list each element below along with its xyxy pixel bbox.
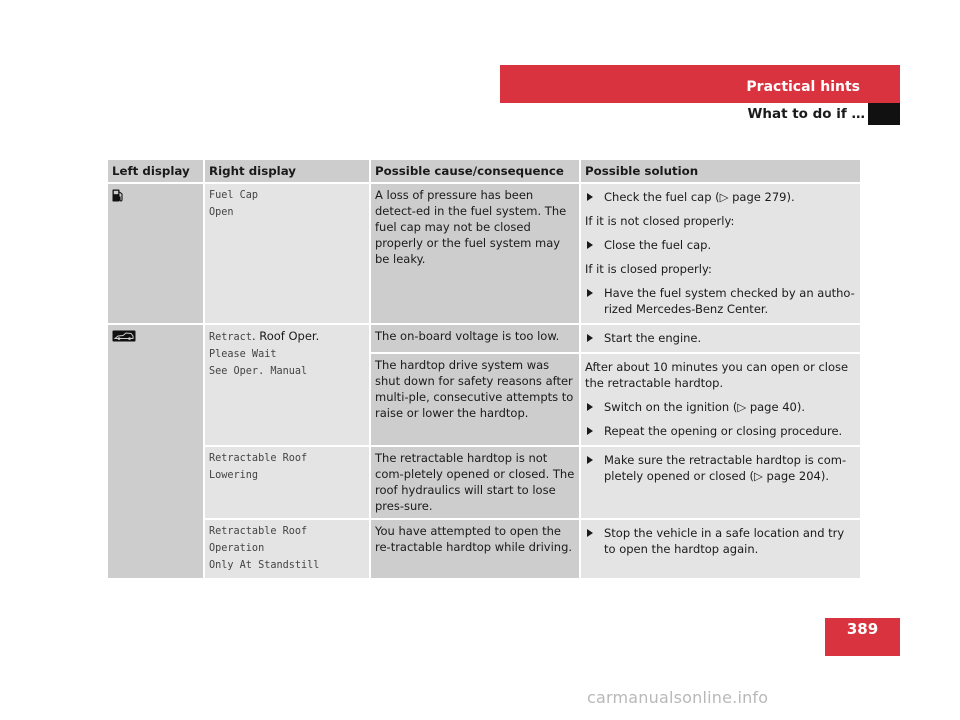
table-row [108, 324, 860, 353]
left-display-cell [108, 324, 204, 579]
display-line: Open [209, 207, 234, 218]
col-header-solution: Possible solution [580, 160, 860, 183]
solution-cell [580, 446, 860, 519]
bullet-arrow-icon [587, 427, 593, 435]
col-header-cause: Possible cause/consequence [370, 160, 580, 183]
page-number-box [825, 618, 900, 656]
solution-step [585, 452, 856, 484]
cause-cell: The retractable hardtop is not com-pletely opened or closed. The roof hydraulics will start to lose pres-sure. [370, 446, 580, 519]
solution-cell [580, 183, 860, 324]
step-text: Check the fuel cap (▷ page 279). [604, 190, 795, 204]
bullet-arrow-icon [587, 529, 593, 537]
bullet-arrow-icon [587, 403, 593, 411]
left-display-cell [108, 183, 204, 324]
table-row [108, 446, 860, 519]
right-display-cell [204, 446, 370, 519]
solution-note: If it is not closed properly: [585, 214, 735, 228]
bullet-arrow-icon [587, 456, 593, 464]
table-row [108, 183, 860, 324]
bullet-arrow-icon [587, 289, 593, 297]
col-header-left-display: Left display [108, 160, 204, 183]
fuel-pump-icon [112, 189, 124, 206]
solution-step [585, 399, 856, 415]
display-text: . Roof Oper. [251, 329, 320, 343]
solution-note: If it is closed properly: [585, 262, 712, 276]
convertible-car-icon [112, 330, 136, 346]
display-line: Please Wait [209, 349, 277, 360]
display-word: Retract [209, 332, 252, 343]
display-line: Lowering [209, 470, 259, 481]
header-marker-block [868, 103, 900, 125]
solution-note: After about 10 minutes you can open or close the retractable hardtop. [585, 360, 849, 390]
solution-cell [580, 353, 860, 446]
display-line: See Oper. Manual [209, 366, 308, 377]
display-line [209, 328, 365, 346]
step-text: Stop the vehicle in a safe location and try to open the hardtop again. [604, 526, 845, 556]
bullet-arrow-icon [587, 334, 593, 342]
step-text: Switch on the ignition (▷ page 40). [604, 400, 805, 414]
solution-step [585, 237, 856, 253]
table-row [108, 519, 860, 579]
solution-step [585, 423, 856, 439]
solution-cell [580, 324, 860, 353]
section-header-band [500, 65, 900, 103]
solution-step [585, 330, 856, 346]
watermark-text: carmanualsonline.info [587, 688, 769, 707]
solution-step [585, 189, 856, 205]
hints-table [108, 160, 860, 580]
col-header-right-display: Right display [204, 160, 370, 183]
bullet-arrow-icon [587, 193, 593, 201]
cause-cell: The hardtop drive system was shut down for safety reasons after multi-ple, consecutive attempts to raise or lower the hardtop. [370, 353, 580, 446]
section-subtitle: What to do if … [747, 106, 865, 122]
cause-cell: The on-board voltage is too low. [370, 324, 580, 353]
display-line: Retractable Roof [209, 453, 308, 464]
step-text: Make sure the retractable hardtop is com-pletely opened or closed (▷ page 204). [604, 453, 847, 483]
section-title: Practical hints [746, 79, 860, 95]
cause-cell: A loss of pressure has been detect-ed in the fuel system. The fuel cap may not be closed properly or the fuel system may be leaky. [370, 183, 580, 324]
step-text: Close the fuel cap. [604, 238, 712, 252]
cause-cell: You have attempted to open the re-tractable hardtop while driving. [370, 519, 580, 579]
solution-cell [580, 519, 860, 579]
step-text: Repeat the opening or closing procedure. [604, 424, 843, 438]
right-display-cell [204, 324, 370, 446]
solution-step [585, 285, 856, 317]
table-header-row [108, 160, 860, 183]
bullet-arrow-icon [587, 241, 593, 249]
page-number: 389 [846, 620, 879, 638]
display-line: Fuel Cap [209, 190, 259, 201]
display-line: Only At Standstill [209, 560, 320, 571]
right-display-cell [204, 519, 370, 579]
solution-step [585, 525, 856, 557]
right-display-cell [204, 183, 370, 324]
display-line: Operation [209, 543, 265, 554]
step-text: Start the engine. [604, 331, 702, 345]
display-line: Retractable Roof [209, 526, 308, 537]
step-text: Have the fuel system checked by an autho-rized Mercedes-Benz Center. [604, 286, 855, 316]
